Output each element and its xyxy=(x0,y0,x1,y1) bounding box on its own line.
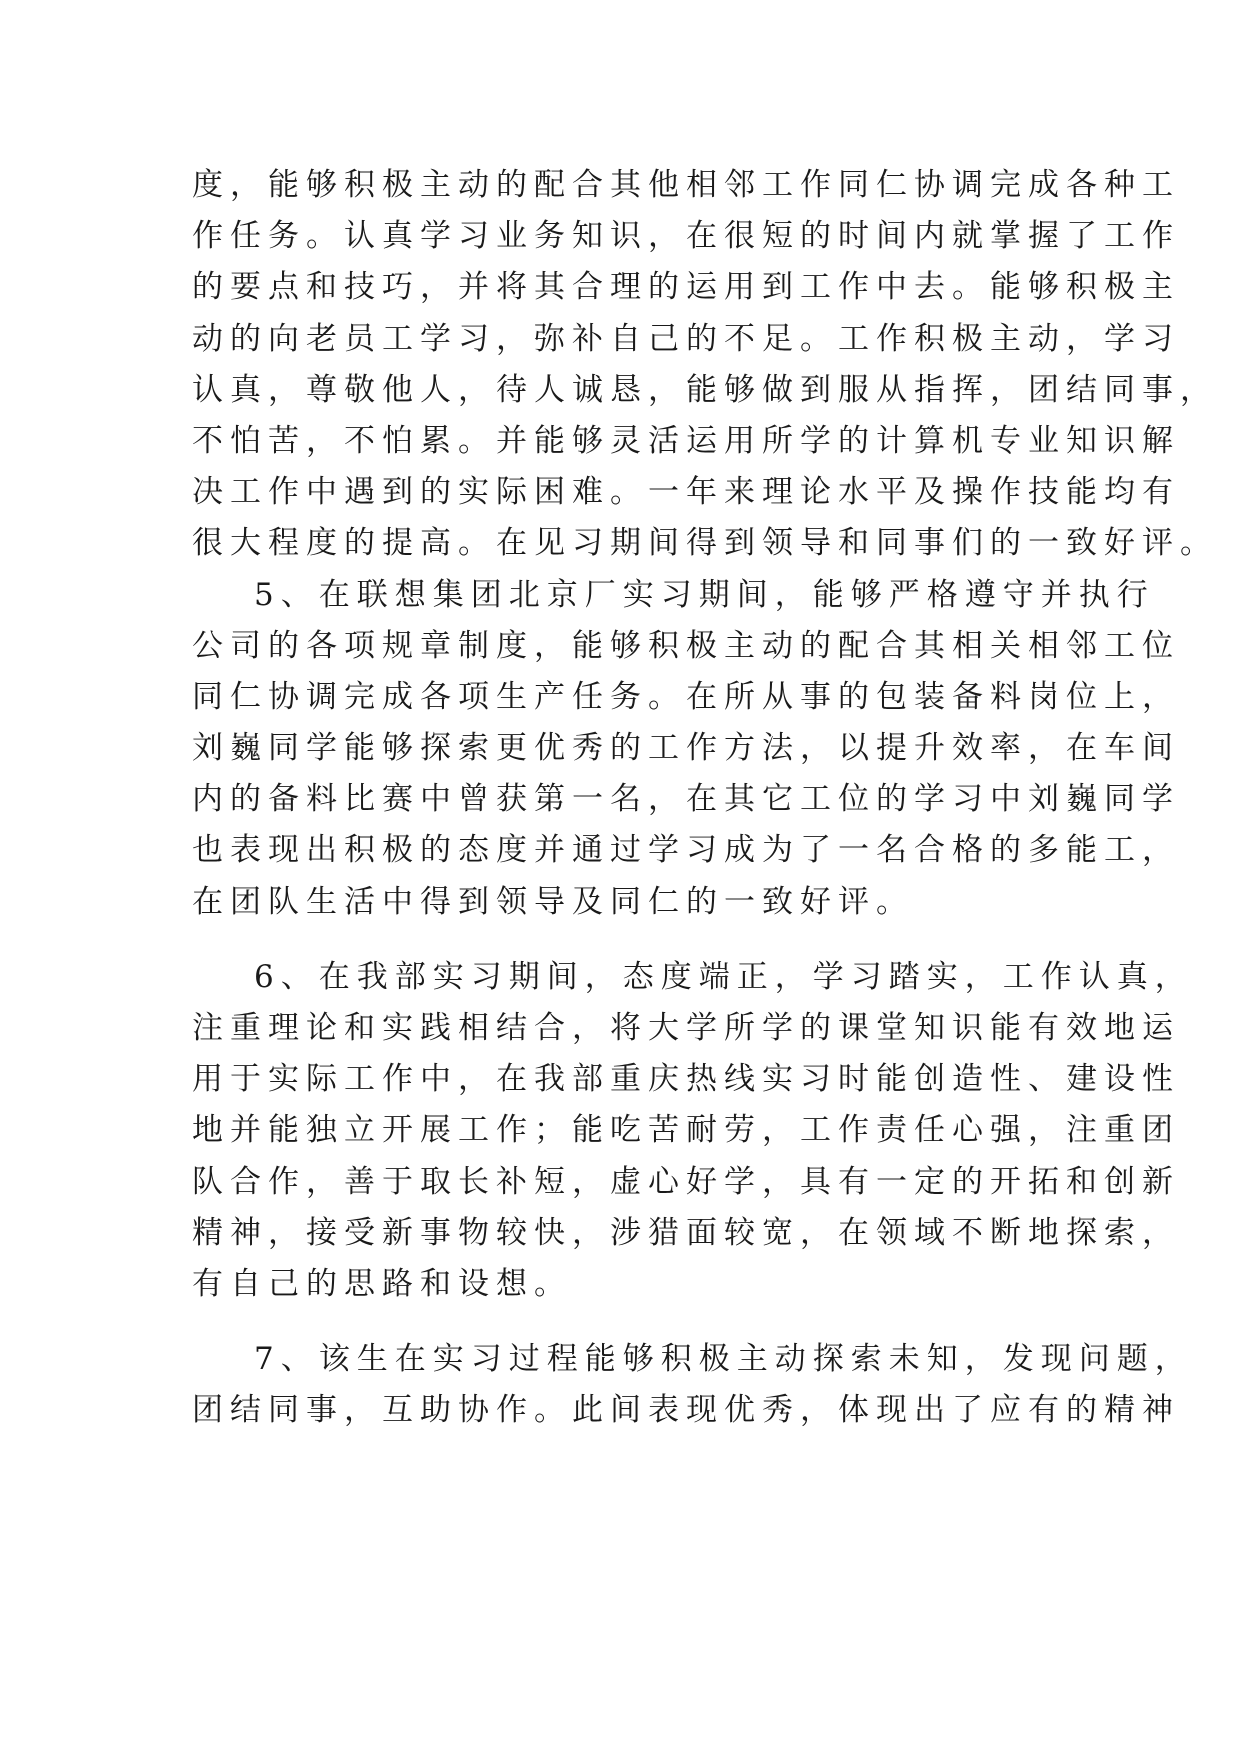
paragraph-item-7 xyxy=(192,1334,1193,1436)
text-line: 也表现出积极的态度并通过学习成为了一名合格的多能工， xyxy=(192,832,1180,869)
text-line: 队合作，善于取长补短，虚心好学，具有一定的开拓和创新 xyxy=(192,1163,1180,1200)
document-body xyxy=(192,160,1218,1437)
text-line: 同仁协调完成各项生产任务。在所从事的包装备料岗位上， xyxy=(192,678,1180,715)
text-line: 注重理论和实践相结合，将大学所学的课堂知识能有效地运 xyxy=(192,1010,1180,1046)
text-line: 很大程度的提高。在见习期间得到领导和同事们的一致好评。 xyxy=(192,525,1218,562)
text-line: 7、该生在实习过程能够积极主动探索未知，发现问题， xyxy=(254,1341,1193,1378)
text-line: 团结同事，互助协作。此间表现优秀，体现出了应有的精神 xyxy=(192,1392,1180,1429)
text-line: 认真，尊敬他人，待人诚恳，能够做到服从指挥，团结同事， xyxy=(192,371,1218,408)
text-line: 用于实际工作中，在我部重庆热线实习时能创造性、建设性 xyxy=(192,1061,1180,1098)
paragraph-item-6 xyxy=(192,952,1193,1310)
text-line: 公司的各项规章制度，能够积极主动的配合其相关相邻工位 xyxy=(192,627,1180,664)
text-line: 精神，接受新事物较快，涉猎面较宽，在领域不断地探索， xyxy=(192,1214,1180,1251)
paragraph-continuation xyxy=(192,160,1218,570)
text-line: 决工作中遇到的实际困难。一年来理论水平及操作技能均有 xyxy=(192,474,1180,511)
text-line: 的要点和技巧，并将其合理的运用到工作中去。能够积极主 xyxy=(192,269,1180,306)
text-line: 有自己的思路和设想。 xyxy=(192,1265,572,1302)
paragraph-item-5 xyxy=(192,570,1180,928)
text-line: 作任务。认真学习业务知识，在很短的时间内就掌握了工作 xyxy=(192,218,1180,255)
text-line: 度，能够积极主动的配合其他相邻工作同仁协调完成各种工 xyxy=(192,167,1180,203)
text-line: 地并能独立开展工作；能吃苦耐劳，工作责任心强，注重团 xyxy=(192,1112,1180,1149)
text-line: 内的备料比赛中曾获第一名，在其它工位的学习中刘巍同学 xyxy=(192,781,1180,818)
text-line: 动的向老员工学习，弥补自己的不足。工作积极主动，学习 xyxy=(192,320,1180,357)
paragraph-spacer xyxy=(192,1310,1072,1334)
text-line: 刘巍同学能够探索更优秀的工作方法，以提升效率，在车间 xyxy=(192,730,1180,767)
text-line: 5、在联想集团北京厂实习期间，能够严格遵守并执行 xyxy=(254,576,1155,613)
text-line: 6、在我部实习期间，态度端正，学习踏实，工作认真， xyxy=(254,958,1193,995)
paragraph-spacer xyxy=(192,928,1072,952)
text-line: 在团队生活中得到领导及同仁的一致好评。 xyxy=(192,883,914,920)
text-line: 不怕苦，不怕累。并能够灵活运用所学的计算机专业知识解 xyxy=(192,422,1180,459)
